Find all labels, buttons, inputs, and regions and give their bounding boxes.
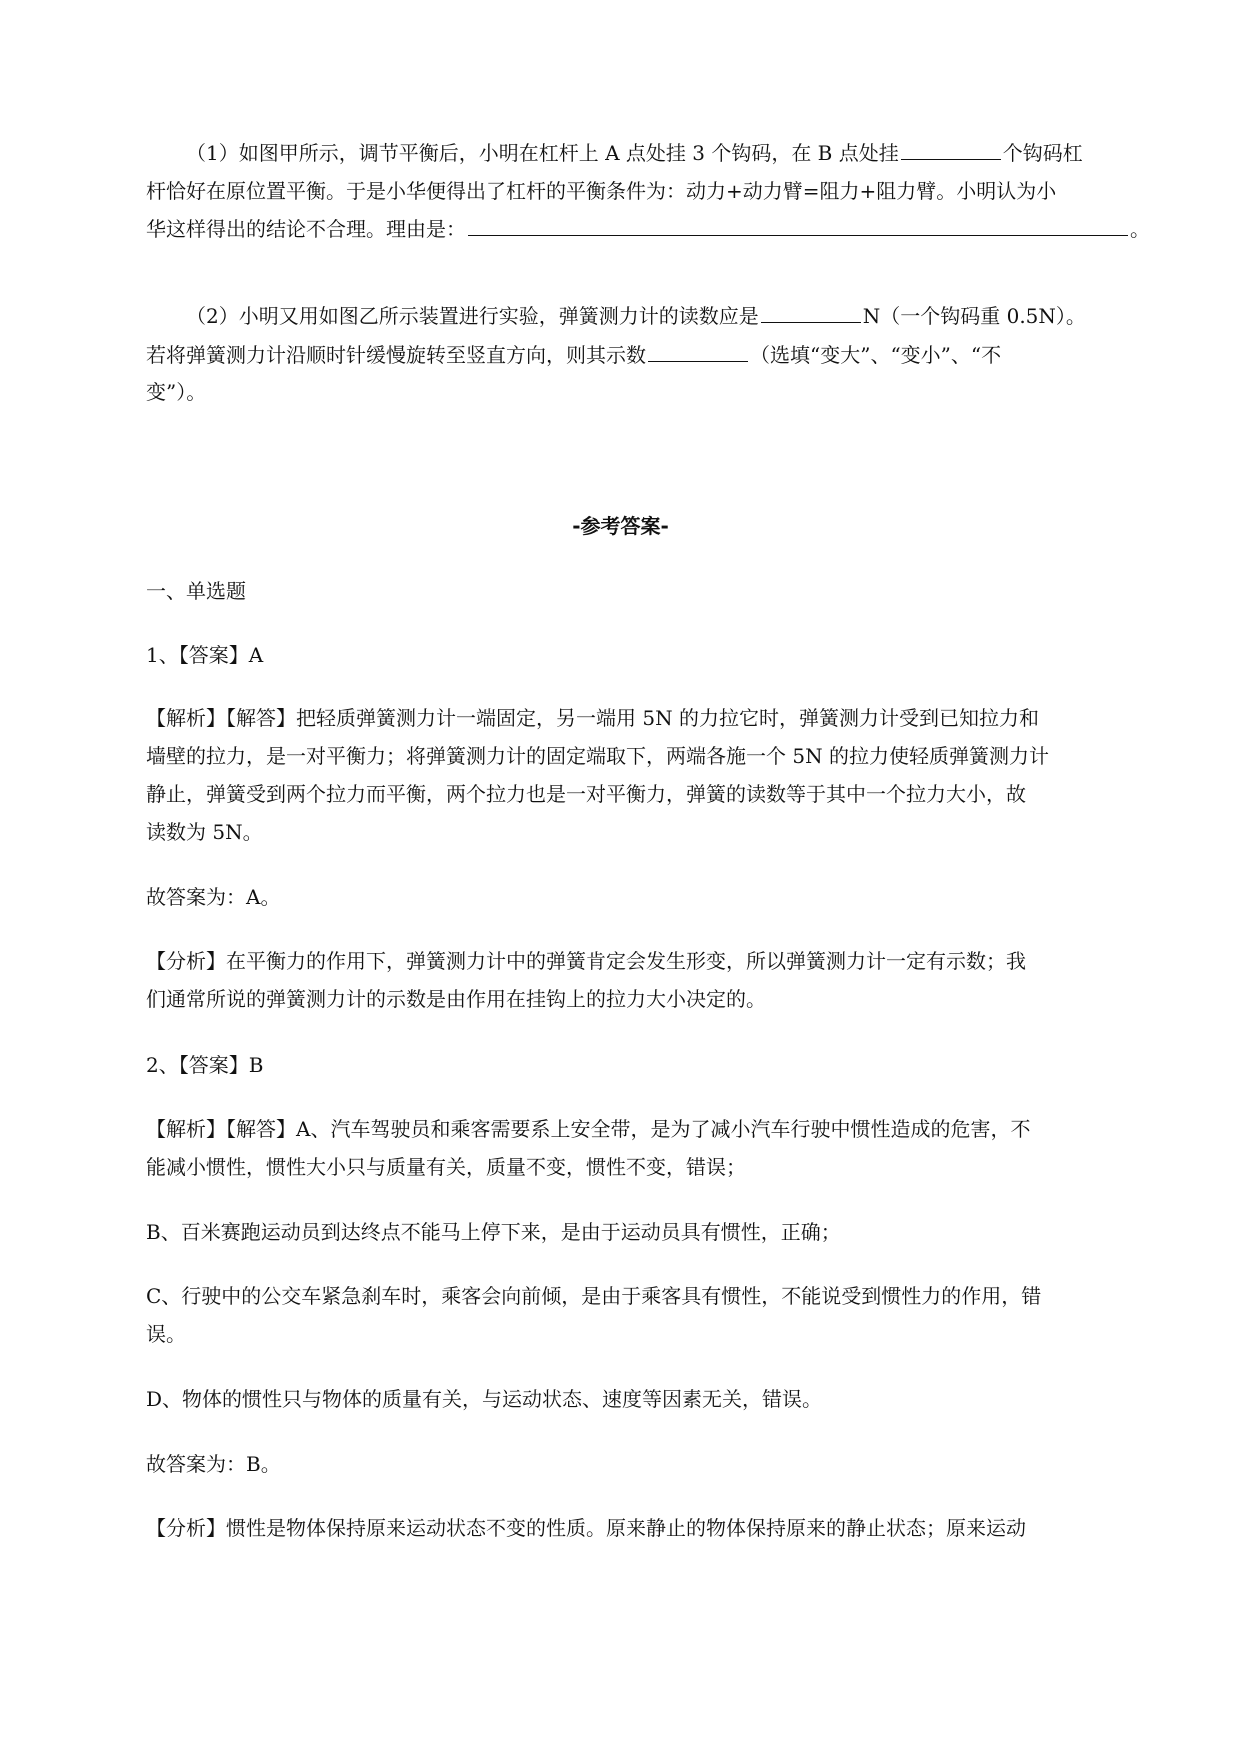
answer-1-explanation-line: 墙壁的拉力，是一对平衡力；将弹簧测力计的固定端取下，两端各施一个 5N 的拉力使轻质弹簧测力计: [146, 744, 1049, 768]
answer-1-final: 故答案为：A。: [146, 885, 281, 909]
answer-2-explanation-line: B、百米赛跑运动员到达终点不能马上停下来，是由于运动员具有惯性，正确；: [146, 1220, 841, 1244]
section-title: 一、单选题: [146, 579, 246, 603]
q1-line-3: [146, 213, 1150, 244]
q1-line-3-tail: 。: [1130, 217, 1150, 241]
answer-blank: [901, 137, 1001, 160]
answer-1-analysis-line: 【分析】在平衡力的作用下，弹簧测力计中的弹簧肯定会发生形变，所以弹簧测力计一定有示数；我: [146, 949, 1026, 973]
q2-line-3: 变”）。: [146, 380, 207, 404]
answer-blank: [761, 300, 861, 323]
answer-blank: [648, 339, 748, 362]
answer-1-explanation-line: 静止，弹簧受到两个拉力而平衡，两个拉力也是一对平衡力，弹簧的读数等于其中一个拉力大小，故: [146, 782, 1026, 806]
q2-line-2: [146, 339, 1001, 370]
answer-2-final: 故答案为：B。: [146, 1452, 281, 1476]
answer-2-explanation-line: 【解析】【解答】A、汽车驾驶员和乘客需要系上安全带，是为了减小汽车行驶中惯性造成的危害，不: [146, 1117, 1031, 1141]
answer-1-head: 1、【答案】A: [146, 643, 264, 667]
answer-2-explanation-line: C、行驶中的公交车紧急刹车时，乘客会向前倾，是由于乘客具有惯性，不能说受到惯性力的作用，错: [146, 1284, 1042, 1308]
q1-line-3-text: 华这样得出的结论不合理。理由是：: [146, 217, 466, 241]
answer-2-head: 2、【答案】B: [146, 1053, 264, 1077]
answer-blank: [468, 213, 1128, 236]
answer-1-explanation-line: 读数为 5N。: [146, 820, 263, 844]
q1-line-1: [186, 137, 1083, 168]
answer-heading: -参考答案-: [572, 514, 669, 538]
q2-line-1: [186, 300, 1086, 331]
q1-line-2: 杆恰好在原位置平衡。于是小华便得出了杠杆的平衡条件为：动力+动力臂=阻力+阻力臂。小明认为小: [146, 179, 1057, 203]
answer-2-explanation-line: 误。: [146, 1322, 186, 1346]
q1-line-1-text: （1）如图甲所示，调节平衡后，小明在杠杆上 A 点处挂 3 个钩码，在 B 点处挂: [186, 141, 899, 165]
answer-1-analysis-line: 们通常所说的弹簧测力计的示数是由作用在挂钩上的拉力大小决定的。: [146, 987, 766, 1011]
q1-line-1-tail: 个钩码杠: [1002, 141, 1083, 165]
answer-2-analysis-line: 【分析】惯性是物体保持原来运动状态不变的性质。原来静止的物体保持原来的静止状态；原来运动: [146, 1516, 1026, 1540]
q2-line-2-text: 若将弹簧测力计沿顺时针缓慢旋转至竖直方向，则其示数: [146, 343, 646, 367]
q2-line-1-text: （2）小明又用如图乙所示装置进行实验，弹簧测力计的读数应是: [186, 304, 759, 328]
q2-line-1-tail: N（一个钩码重 0.5N）。: [862, 304, 1086, 328]
answer-1-explanation-line: 【解析】【解答】把轻质弹簧测力计一端固定，另一端用 5N 的力拉它时，弹簧测力计受到已知拉力和: [146, 706, 1039, 730]
q2-line-2-tail: （选填“变大”、“变小”、“不: [750, 343, 1002, 367]
answer-2-explanation-line: D、物体的惯性只与物体的质量有关，与运动状态、速度等因素无关，错误。: [146, 1387, 823, 1411]
answer-2-explanation-line: 能减小惯性，惯性大小只与质量有关，质量不变，惯性不变，错误；: [146, 1155, 746, 1179]
